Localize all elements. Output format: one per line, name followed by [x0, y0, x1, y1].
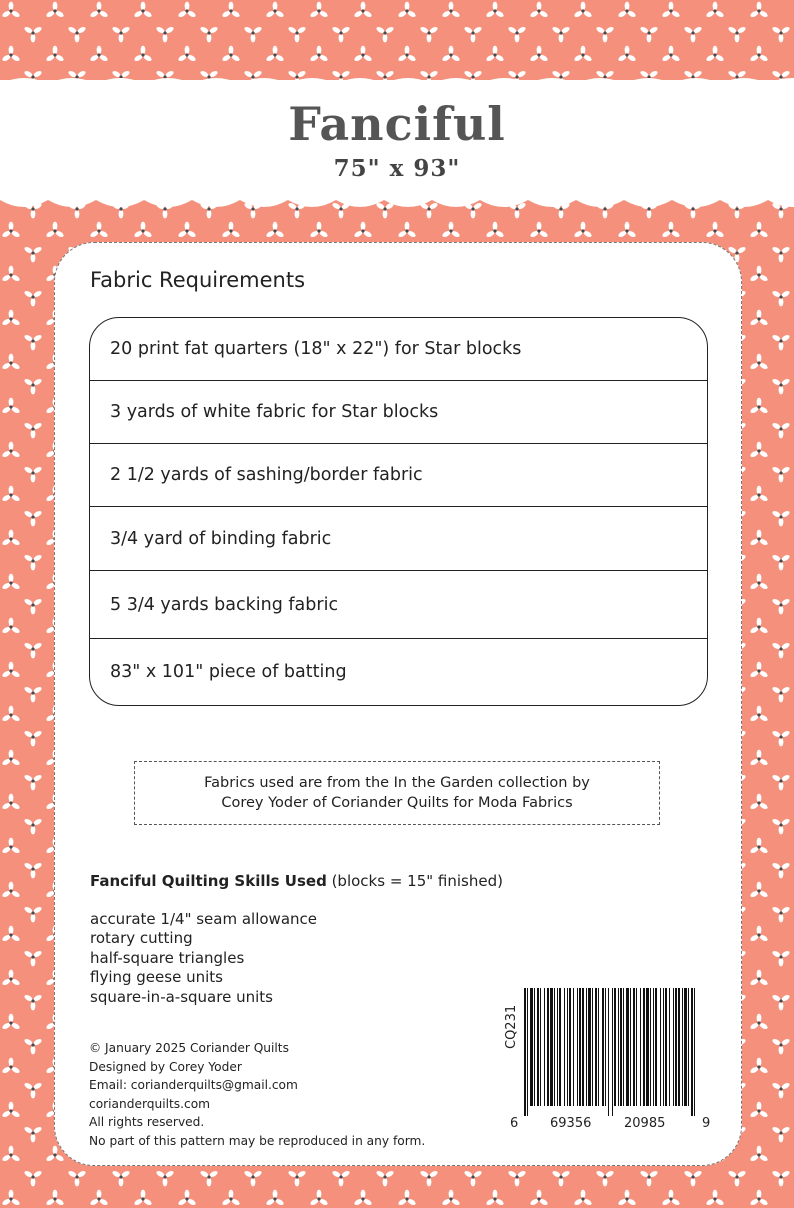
barcode-bar: [663, 988, 664, 1106]
barcode-bar: [612, 988, 613, 1116]
skill-item: square-in-a-square units: [90, 987, 273, 1006]
skill-item: half-square triangles: [90, 948, 245, 967]
barcode-bar: [592, 988, 593, 1106]
barcode-bar: [650, 988, 651, 1106]
barcode-bar: [567, 988, 568, 1106]
credit-designer: Designed by Corey Yoder: [89, 1059, 242, 1074]
requirement-text: 83" x 101" piece of batting: [110, 661, 347, 682]
barcode-bar: [598, 988, 599, 1106]
skills-heading-note: (blocks = 15" finished): [326, 872, 503, 890]
requirement-row: [90, 638, 707, 704]
barcode-digit-last: 9: [702, 1116, 711, 1131]
barcode-bar: [678, 988, 680, 1106]
skills-list: [90, 910, 317, 1007]
credit-copyright: © January 2025 Coriander Quilts: [89, 1041, 289, 1055]
barcode-bar: [582, 988, 584, 1106]
barcode-bar: [554, 988, 555, 1106]
pattern-title: Fanciful: [288, 97, 506, 151]
fabric-requirements-table: [89, 317, 708, 706]
product-code: CQ231: [504, 1004, 519, 1049]
barcode-bar: [557, 988, 558, 1106]
fabric-source-line: Fabrics used are from the In the Garden collection by: [204, 775, 590, 791]
barcode-bar: [636, 988, 637, 1106]
requirement-row: [90, 443, 707, 506]
barcode-bar: [608, 988, 609, 1116]
barcode-bar: [694, 988, 695, 1116]
barcode-bar: [691, 988, 693, 1116]
skills-heading: [90, 871, 503, 891]
barcode-bar: [579, 988, 581, 1106]
barcode-bar: [564, 988, 565, 1106]
barcode-digits-left: 69356: [550, 1116, 592, 1131]
barcode-bar: [577, 988, 578, 1106]
requirement-text: 3/4 yard of binding fabric: [110, 528, 332, 549]
barcode-bar: [530, 988, 533, 1106]
requirement-text: 20 print fat quarters (18" x 22") for Star blocks: [110, 339, 522, 359]
barcode-bar: [655, 988, 657, 1106]
barcode: [522, 988, 698, 1116]
barcode-bar: [602, 988, 604, 1106]
skill-item: accurate 1/4" seam allowance: [90, 910, 317, 928]
fabric-source-note: [134, 761, 660, 825]
barcode-bar: [595, 988, 597, 1106]
barcode-bar: [527, 988, 528, 1116]
skill-item: rotary cutting: [90, 929, 193, 948]
credit-rights: All rights reserved.: [89, 1115, 205, 1130]
barcode-bar: [620, 988, 622, 1106]
requirement-text: 2 1/2 yards of sashing/border fabric: [110, 465, 423, 485]
barcode-bar: [534, 988, 535, 1106]
barcode-bar: [544, 988, 545, 1106]
barcode-bar: [614, 988, 616, 1106]
barcode-bar: [688, 988, 689, 1106]
barcode-bar: [643, 988, 645, 1106]
barcode-digit-first: 6: [510, 1116, 519, 1131]
barcode-bar: [524, 988, 526, 1116]
barcode-bar: [623, 988, 624, 1106]
barcode-bar: [630, 988, 631, 1106]
barcode-bar: [547, 988, 549, 1106]
barcode-bar: [675, 988, 677, 1106]
banner-scallop-bottom: [0, 192, 794, 216]
barcode-bar: [540, 988, 541, 1106]
barcode-bar: [660, 988, 661, 1106]
fabric-requirements-heading: Fabric Requirements: [90, 268, 306, 292]
barcode-bar: [569, 988, 571, 1106]
barcode-bar: [665, 988, 667, 1106]
barcode-bar: [588, 988, 591, 1106]
barcode-bar: [586, 988, 587, 1106]
barcode-bar: [653, 988, 654, 1106]
requirement-row: [90, 570, 707, 638]
barcode-bar: [673, 988, 674, 1106]
requirement-text: 3 yards of white fabric for Star blocks: [110, 402, 439, 422]
barcode-digits-right: 20985: [624, 1116, 666, 1131]
credit-reproduction: No part of this pattern may be reproduced in any form.: [89, 1133, 426, 1148]
credit-email: Email: corianderquilts@gmail.com: [89, 1078, 298, 1093]
requirement-row: [90, 318, 707, 380]
requirement-row: [90, 380, 707, 443]
barcode-bar: [640, 988, 641, 1106]
barcode-bar: [573, 988, 574, 1106]
requirement-text: 5 3/4 yards backing fabric: [110, 594, 339, 615]
skill-item: flying geese units: [90, 968, 223, 987]
barcode-bar: [633, 988, 635, 1106]
banner-scallop-top: [0, 72, 794, 96]
barcode-bar: [669, 988, 670, 1106]
skills-heading-title: Fanciful Quilting Skills Used: [90, 872, 327, 890]
requirement-row: [90, 506, 707, 570]
barcode-bar: [682, 988, 683, 1106]
barcode-bar: [646, 988, 649, 1106]
barcode-bar: [618, 988, 619, 1106]
quilt-size: 75" x 93": [333, 155, 461, 182]
barcode-bar: [537, 988, 539, 1106]
credit-website: corianderquilts.com: [89, 1096, 211, 1111]
barcode-bar: [684, 988, 687, 1106]
barcode-bar: [559, 988, 561, 1106]
barcode-bar: [626, 988, 629, 1106]
fabric-source-line: Corey Yoder of Coriander Quilts for Moda Fabrics: [221, 795, 573, 811]
barcode-bar: [550, 988, 553, 1106]
credits: [89, 1039, 425, 1151]
barcode-bar: [605, 988, 606, 1106]
